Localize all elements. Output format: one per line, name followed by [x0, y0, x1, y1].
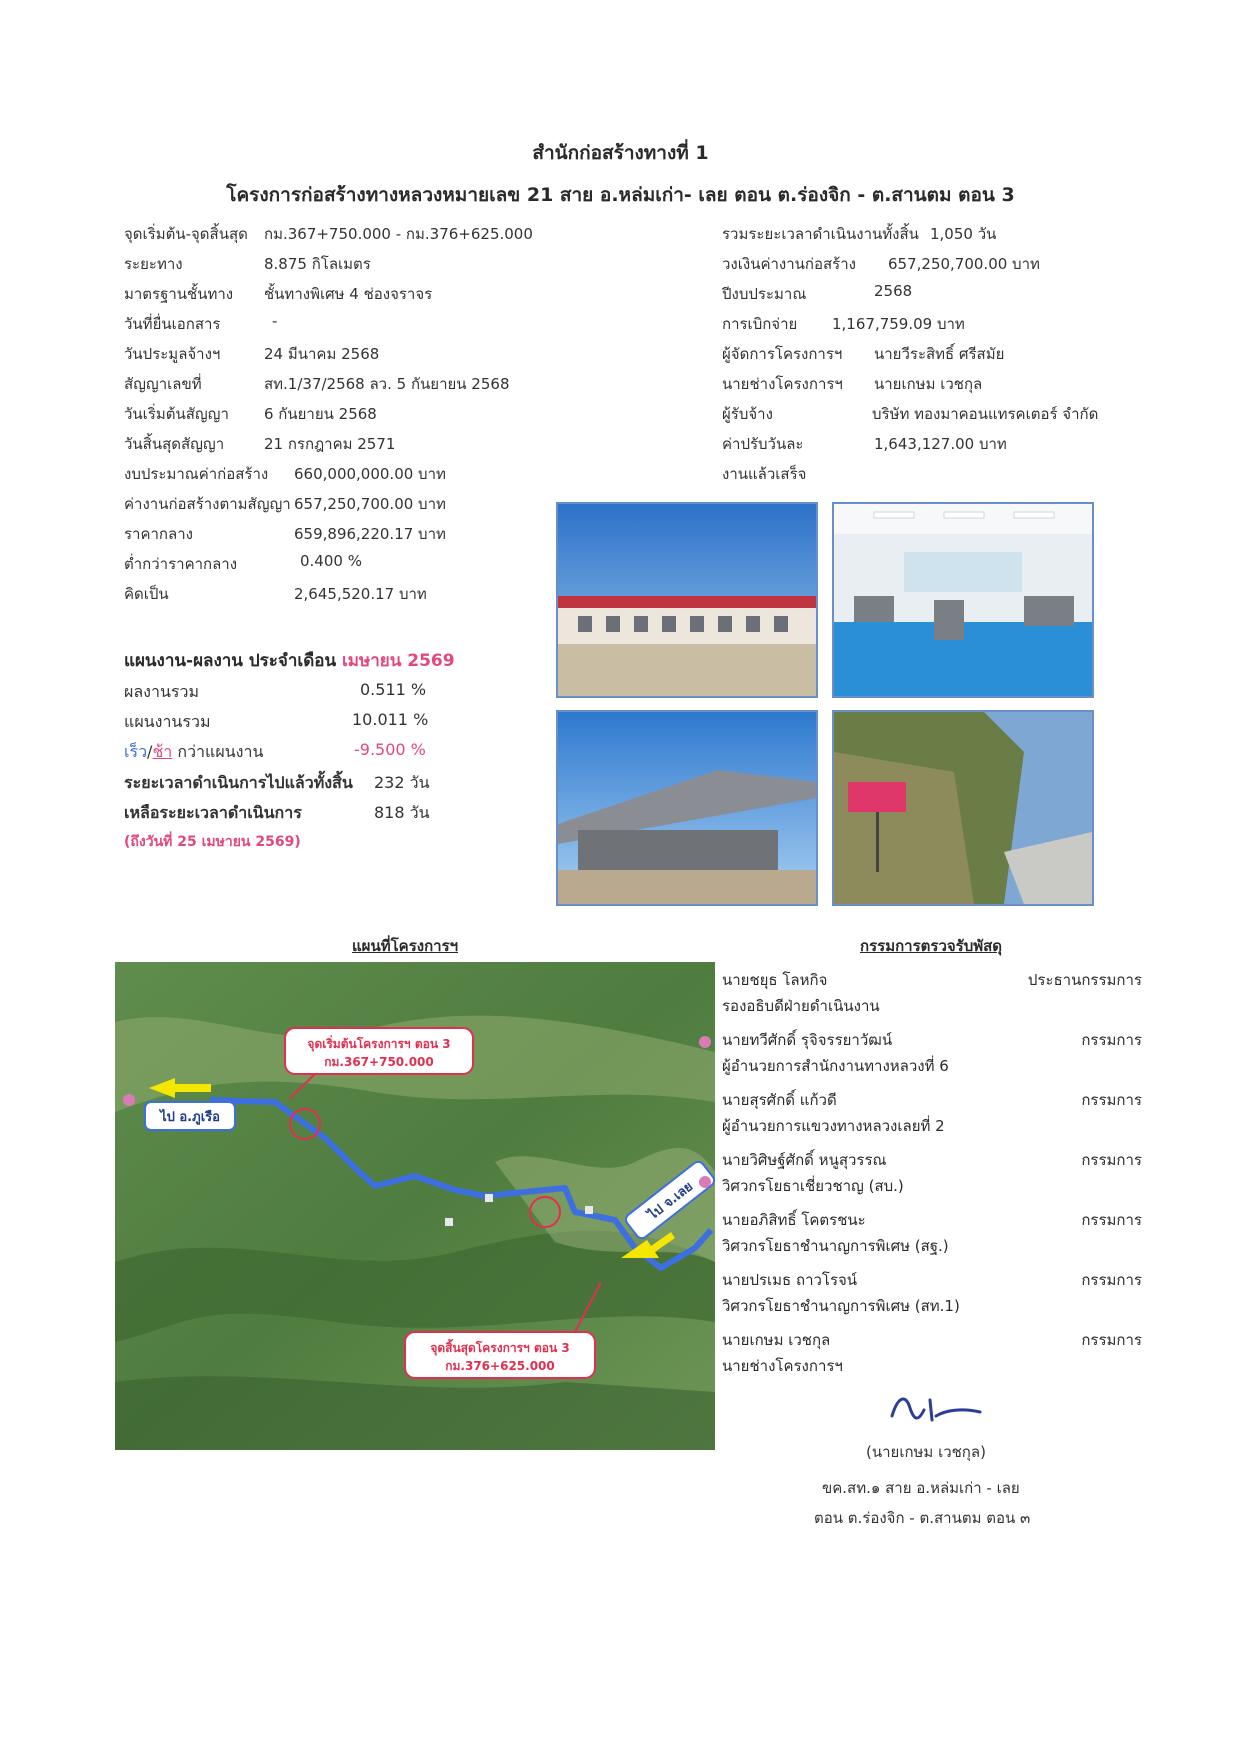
map-to-east: ไป จ.เลย — [645, 1179, 696, 1224]
fast-label: เร็ว — [124, 742, 148, 761]
office-title: สำนักก่อสร้างทางที่ 1 — [532, 142, 709, 164]
committee-member — [722, 1148, 1142, 1172]
elapsed-label: ระยะเวลาดำเนินการไปแล้วทั้งสิ้น — [124, 773, 353, 792]
progress-month: เมษายน 2569 — [342, 651, 455, 671]
member-role: กรรมการ — [1081, 1031, 1142, 1049]
info-label: วันประมูลจ้างฯ — [124, 345, 221, 363]
info-label: วงเงินค่างานก่อสร้าง — [722, 255, 856, 273]
info-label: ราคากลาง — [124, 525, 193, 543]
info-value: 1,167,759.09 บาท — [832, 315, 965, 333]
committee-member — [722, 1088, 1142, 1112]
info-label: มาตรฐานชั้นทาง — [124, 285, 234, 303]
remaining-label: เหลือระยะเวลาดำเนินการ — [124, 803, 302, 822]
map-end-label: จุดสิ้นสุดโครงการฯ ตอน 3 — [430, 1341, 570, 1355]
info-value: ชั้นทางพิเศษ 4 ช่องจราจร — [264, 285, 433, 303]
committee-member — [722, 1268, 1142, 1292]
member-name: นายวิศิษฐ์ศักดิ์ หนูสุวรรณ — [722, 1151, 887, 1169]
member-role: กรรมการ — [1081, 1091, 1142, 1109]
info-label: จุดเริ่มต้น-จุดสิ้นสุด — [124, 225, 248, 243]
photo-site-office-interior — [832, 502, 1094, 698]
info-label: ผู้รับจ้าง — [722, 405, 773, 423]
left-info — [124, 222, 554, 612]
remaining-value: 818 วัน — [374, 803, 430, 822]
member-position: วิศวกรโยธาชำนาญการพิเศษ (สฐ.) — [722, 1237, 949, 1255]
info-label: วันเริ่มต้นสัญญา — [124, 405, 229, 423]
slash: / — [147, 742, 153, 761]
progress-heading-text: แผนงาน-ผลงาน ประจำเดือน — [124, 651, 337, 671]
member-position: นายช่างโครงการฯ — [722, 1357, 843, 1375]
member-role: กรรมการ — [1081, 1271, 1142, 1289]
info-value: บริษัท ทองมาคอนแทรคเตอร์ จำกัด — [872, 405, 1099, 423]
info-value: 1,050 วัน — [930, 225, 997, 243]
info-value: 657,250,700.00 บาท — [294, 495, 446, 513]
info-label: ระยะทาง — [124, 255, 183, 273]
member-name: นายชยุธ โลหกิจ — [722, 971, 828, 989]
member-name: นายทวีศักดิ์ รุจิจรรยาวัฒน์ — [722, 1031, 893, 1049]
as-of-date: (ถึงวันที่ 25 เมษายน 2569) — [124, 834, 301, 850]
photo-project-signboard — [832, 710, 1094, 906]
info-value: 660,000,000.00 บาท — [294, 465, 446, 483]
member-position: ผู้อำนวยการสำนักงานทางหลวงที่ 6 — [722, 1057, 949, 1075]
elapsed-value: 232 วัน — [374, 773, 430, 792]
progress-heading — [124, 647, 455, 674]
signature-mark — [884, 1386, 994, 1430]
committee-heading: กรรมการตรวจรับพัสดุ — [860, 937, 1003, 955]
info-label: ผู้จัดการโครงการฯ — [722, 345, 843, 363]
signature-name: (นายเกษม เวชกุล) — [866, 1443, 986, 1461]
map-end-km: กม.376+625.000 — [445, 1359, 555, 1373]
info-label: นายช่างโครงการฯ — [722, 375, 843, 393]
info-value: 21 กรกฎาคม 2571 — [264, 435, 396, 453]
plan-value: 10.011 % — [352, 710, 429, 729]
project-title: โครงการก่อสร้างทางหลวงหมายเลข 21 สาย อ.หล่มเก่า- เลย ตอน ต.ร่องจิก - ต.สานตม ตอน 3 — [226, 184, 1015, 206]
info-label: ค่าปรับวันละ — [722, 435, 804, 453]
member-role: กรรมการ — [1081, 1211, 1142, 1229]
member-name: นายอภิสิทธิ์ โคตรชนะ — [722, 1211, 866, 1229]
info-label: งบประมาณค่าก่อสร้าง — [124, 465, 269, 483]
member-position: ผู้อำนวยการแขวงทางหลวงเลยที่ 2 — [722, 1117, 945, 1135]
progress-table — [124, 680, 454, 850]
info-label: สัญญาเลขที่ — [124, 375, 202, 393]
info-value: 24 มีนาคม 2568 — [264, 345, 380, 363]
member-name: นายเกษม เวชกุล — [722, 1331, 831, 1349]
info-label: ค่างานก่อสร้างตามสัญญา — [124, 495, 291, 513]
signature-line2: ตอน ต.ร่องจิก - ต.สานตม ตอน ๓ — [814, 1509, 1031, 1527]
member-position: รองอธิบดีฝ่ายดำเนินงาน — [722, 997, 880, 1015]
member-role: กรรมการ — [1081, 1151, 1142, 1169]
info-value: สท.1/37/2568 ลว. 5 กันยายน 2568 — [264, 375, 510, 393]
info-value: นายวีระสิทธิ์ ศรีสมัย — [874, 345, 1005, 363]
actual-value: 0.511 % — [360, 680, 427, 699]
info-value: - — [272, 312, 278, 330]
actual-label: ผลงานรวม — [124, 682, 200, 701]
map-to-west: ไป อ.ภูเรือ — [160, 1110, 220, 1125]
info-label: วันที่ยื่นเอกสาร — [124, 315, 221, 333]
info-value: 8.875 กิโลเมตร — [264, 255, 371, 273]
info-value: กม.367+750.000 - กม.376+625.000 — [264, 225, 533, 243]
map-heading: แผนที่โครงการฯ — [352, 937, 459, 955]
info-label: การเบิกจ่าย — [722, 315, 798, 333]
committee-member — [722, 968, 1142, 992]
info-value: 6 กันยายน 2568 — [264, 405, 377, 423]
info-value: 659,896,220.17 บาท — [294, 525, 446, 543]
member-role: กรรมการ — [1081, 1331, 1142, 1349]
info-label: รวมระยะเวลาดำเนินงานทั้งสิ้น — [722, 225, 919, 243]
photo-site-office-exterior — [556, 502, 818, 698]
member-name: นายสุรศักดิ์ แก้วดี — [722, 1091, 837, 1109]
info-label: ปีงบประมาณ — [722, 285, 807, 303]
info-value: 1,643,127.00 บาท — [874, 435, 1007, 453]
project-map — [115, 962, 715, 1450]
map-start-label: จุดเริ่มต้นโครงการฯ ตอน 3 — [307, 1037, 451, 1051]
info-value: 0.400 % — [300, 552, 362, 570]
plan-label: แผนงานรวม — [124, 712, 211, 731]
committee-member — [722, 1208, 1142, 1232]
member-position: วิศวกรโยธาเชี่ยวชาญ (สบ.) — [722, 1177, 904, 1195]
member-role: ประธานกรรมการ — [1027, 971, 1142, 989]
diff-value: -9.500 % — [354, 740, 426, 759]
signature-line1: ขค.สท.๑ สาย อ.หล่มเก่า - เลย — [822, 1479, 1020, 1497]
right-info — [722, 222, 1142, 492]
member-position: วิศวกรโยธาชำนาญการพิเศษ (สท.1) — [722, 1297, 960, 1315]
committee-member — [722, 1328, 1142, 1352]
info-label: คิดเป็น — [124, 585, 169, 603]
info-label: ต่ำกว่าราคากลาง — [124, 555, 238, 573]
info-value: นายเกษม เวชกุล — [874, 375, 983, 393]
compare-label-row — [124, 740, 263, 765]
slow-label: ช้า — [152, 742, 173, 761]
info-label: วันสิ้นสุดสัญญา — [124, 435, 225, 453]
info-value: 657,250,700.00 บาท — [888, 255, 1040, 273]
member-name: นายปรเมธ ถาวโรจน์ — [722, 1271, 858, 1289]
map-start-km: กม.367+750.000 — [324, 1055, 434, 1069]
info-value: 2568 — [874, 282, 913, 300]
compare-label: กว่าแผนงาน — [177, 742, 264, 761]
info-value: 2,645,520.17 บาท — [294, 585, 427, 603]
committee-member — [722, 1028, 1142, 1052]
photo-construction-shed — [556, 710, 818, 906]
info-label: งานแล้วเสร็จ — [722, 465, 807, 483]
